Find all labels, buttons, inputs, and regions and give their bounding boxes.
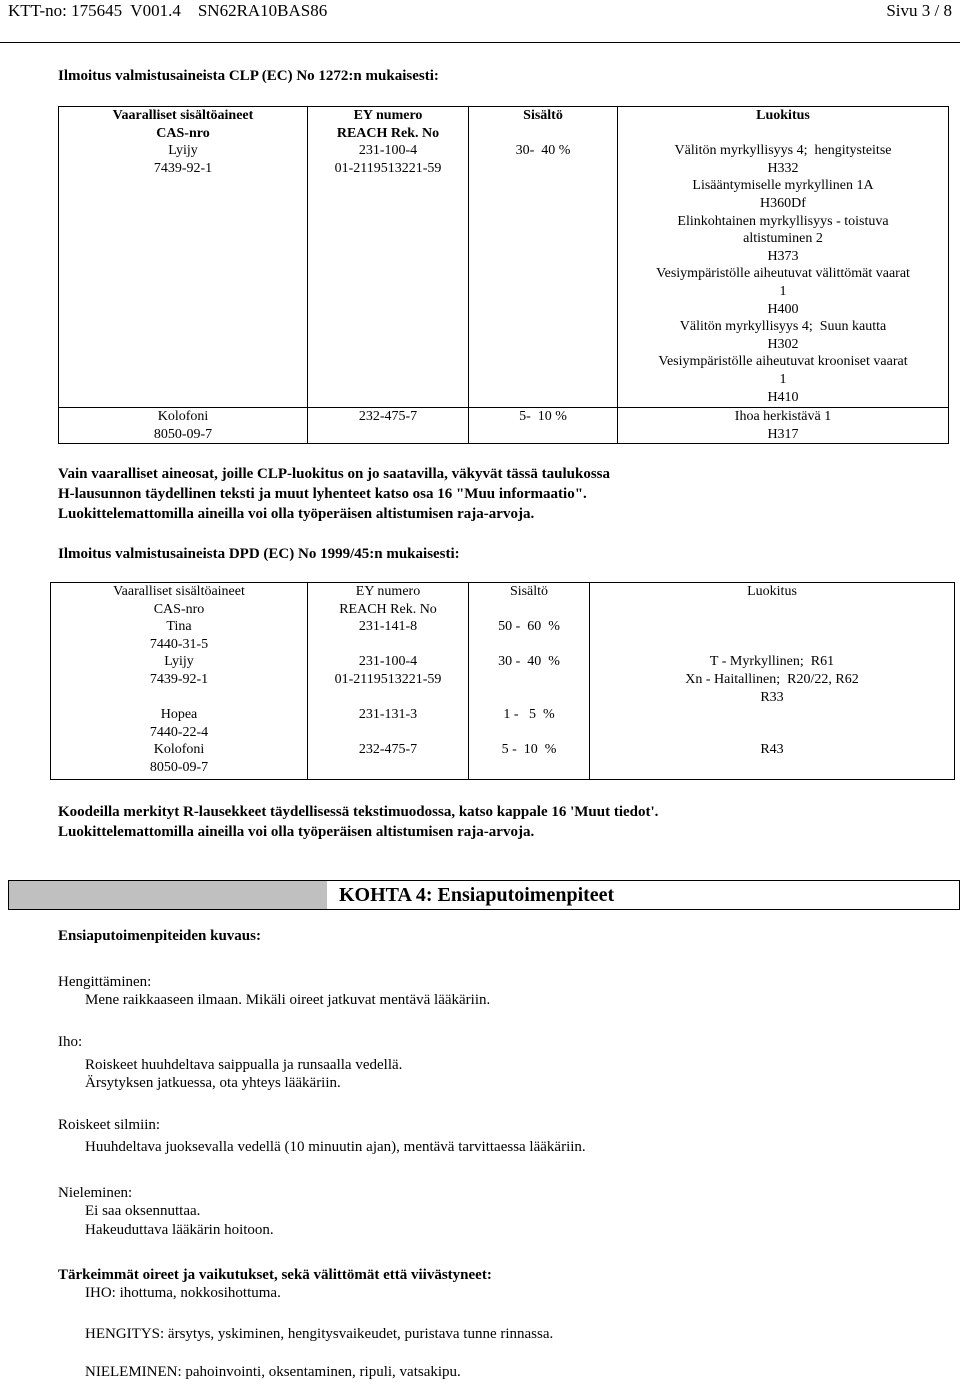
dpd-row2-class-1: T - Myrkyllinen; R61: [709, 654, 835, 670]
skin-text-2: Ärsytyksen jatkuessa, ota yhteys lääkäriin.: [85, 1075, 341, 1091]
clp-note-3: Luokittelemattomilla aineilla voi olla työperäisen altistumisen raja-arvoja.: [58, 506, 535, 522]
clp-table: [58, 106, 949, 444]
clp-row1-reach: 01-2119513221-59: [334, 160, 442, 176]
dpd-row4-name: Kolofoni: [153, 742, 205, 758]
dpd-header-ingredient: Vaaralliset sisältöaineet: [113, 584, 245, 599]
dpd-row1-content: 50 - 60 %: [498, 619, 560, 635]
clp-row2-class-2: H317: [767, 426, 799, 442]
page-number: Sivu 3 / 8: [886, 1, 952, 20]
dpd-row1-name: Tina: [166, 619, 192, 635]
clp-row2-cas: 8050-09-7: [153, 426, 213, 442]
document-id: KTT-no: 175645 V001.4 SN62RA10BAS86: [8, 1, 328, 20]
clp-header-class: Luokitus: [756, 108, 810, 123]
symptom-ingestion: NIELEMINEN: pahoinvointi, oksentaminen, ripuli, vatsakipu.: [85, 1364, 461, 1380]
page-header: [0, 0, 960, 22]
dpd-row4-ey: 232-475-7: [358, 742, 418, 758]
dpd-header-reach: REACH Rek. No: [339, 601, 437, 617]
eyes-label: Roiskeet silmiin:: [58, 1117, 161, 1133]
clp-row1-class-12: H302: [767, 336, 799, 352]
symptoms-label: Tärkeimmät oireet ja vaikutukset, sekä välittömät että viivästyneet:: [58, 1267, 492, 1283]
header-divider: [0, 42, 960, 43]
dpd-table: [50, 582, 955, 780]
clp-row2-ey: 232-475-7: [358, 409, 418, 424]
clp-row1-class-7: H373: [767, 248, 799, 264]
clp-header-ey: EY numero: [353, 108, 423, 123]
symptom-inhalation: HENGITYS: ärsytys, yskiminen, hengitysvaikeudet, puristava tunne rinnassa.: [85, 1326, 554, 1342]
dpd-header-ey: EY numero: [355, 584, 421, 599]
clp-row2-ingredient-cell: [59, 408, 308, 444]
clp-header-reach: REACH Rek. No: [336, 125, 440, 141]
dpd-row2-cas: 7439-92-1: [149, 671, 209, 687]
clp-row1-class-1: Välitön myrkyllisyys 4; hengitysteitse: [674, 143, 892, 159]
symptom-skin: IHO: ihottuma, nokkosihottuma.: [85, 1285, 281, 1301]
clp-ingredient-cell: [59, 107, 308, 408]
clp-row2-content-cell: [469, 408, 618, 444]
clp-row1-class-11: Välitön myrkyllisyys 4; Suun kautta: [679, 319, 887, 335]
clp-row2-name: Kolofoni: [157, 409, 209, 424]
clp-header-ingredient: Vaaralliset sisältöaineet: [112, 108, 254, 123]
clp-row2-content: 5- 10 %: [519, 409, 567, 424]
clp-note-2: H-lausunnon täydellinen teksti ja muut lyhenteet katso osa 16 "Muu informaatio".: [58, 486, 587, 502]
section4-shade: [9, 881, 327, 909]
dpd-row4-content: 5 - 10 %: [501, 742, 557, 758]
dpd-row1-cas: 7440-31-5: [149, 636, 209, 652]
clp-row2-class-1: Ihoa herkistävä 1: [734, 409, 832, 424]
clp-row1-name: Lyijy: [168, 143, 198, 159]
clp-header-content: Sisältö: [523, 108, 563, 123]
clp-class-cell: [618, 107, 949, 408]
clp-row1-class-9: 1: [779, 283, 787, 299]
clp-row1-cas: 7439-92-1: [153, 160, 213, 176]
skin-label: Iho:: [58, 1034, 83, 1050]
clp-row1-class-4: H360Df: [760, 195, 806, 211]
dpd-row3-name: Hopea: [160, 707, 198, 723]
clp-heading: Ilmoitus valmistusaineista CLP (EC) No 1272:n mukaisesti:: [58, 68, 439, 84]
dpd-note-2: Luokittelemattomilla aineilla voi olla työperäisen altistumisen raja-arvoja.: [58, 824, 535, 840]
dpd-row2-name: Lyijy: [164, 654, 194, 670]
clp-row2-ey-cell: [308, 408, 469, 444]
clp-content-cell: [469, 107, 618, 408]
dpd-ingredient-cell: [51, 583, 308, 780]
clp-row1-class-8: Vesiympäristölle aiheutuvat välittömät vaarat: [656, 266, 910, 282]
dpd-row2-reach: 01-2119513221-59: [334, 671, 442, 687]
dpd-row3-ey: 231-131-3: [358, 707, 418, 723]
clp-row1-class-6: altistuminen 2: [743, 231, 823, 247]
clp-ey-cell: [308, 107, 469, 408]
skin-text-1: Roiskeet huuhdeltava saippualla ja runsaalla vedellä.: [85, 1057, 403, 1073]
clp-row1-class-14: 1: [779, 371, 787, 387]
dpd-row3-content: 1 - 5 %: [503, 707, 555, 723]
dpd-row3-cas: 7440-22-4: [149, 724, 209, 740]
dpd-heading: Ilmoitus valmistusaineista DPD (EC) No 1999/45:n mukaisesti:: [58, 546, 460, 562]
dpd-row2-content: 30 - 40 %: [498, 654, 560, 670]
dpd-row1-ey: 231-141-8: [358, 619, 418, 635]
clp-note-1: Vain vaaralliset aineosat, joille CLP-luokitus on jo saatavilla, väkyvät tässä taulukossa: [58, 466, 611, 482]
first-aid-description-label: Ensiaputoimenpiteiden kuvaus:: [58, 928, 261, 944]
clp-row1-class-13: Vesiympäristölle aiheutuvat krooniset vaarat: [658, 354, 908, 370]
clp-header-cas: CAS-nro: [156, 125, 210, 141]
clp-row1-class-10: H400: [767, 301, 799, 317]
dpd-row4-class-1: R43: [760, 742, 784, 758]
inhalation-text-1: Mene raikkaaseen ilmaan. Mikäli oireet jatkuvat mentävä lääkäriin.: [85, 992, 491, 1008]
clp-row1-class-3: Lisääntymiselle myrkyllinen 1A: [692, 178, 874, 194]
section4-title: KOHTA 4: Ensiaputoimenpiteet: [339, 884, 615, 906]
clp-row1-class-5: Elinkohtainen myrkyllisyys - toistuva: [677, 213, 889, 229]
clp-row1-class-15: H410: [767, 389, 799, 405]
dpd-row2-class-3: R33: [760, 689, 784, 705]
inhalation-label: Hengittäminen:: [58, 974, 152, 990]
ingestion-text-1: Ei saa oksennuttaa.: [85, 1203, 201, 1219]
dpd-class-cell: [590, 583, 955, 780]
dpd-row2-class-2: Xn - Haitallinen; R20/22, R62: [685, 671, 859, 687]
ingestion-text-2: Hakeuduttava lääkärin hoitoon.: [85, 1222, 274, 1238]
section4-banner: [8, 880, 960, 910]
dpd-row2-ey: 231-100-4: [358, 654, 418, 670]
clp-row2-class-cell: [618, 408, 949, 444]
clp-row1-ey: 231-100-4: [358, 143, 418, 159]
dpd-header-content: Sisältö: [509, 584, 549, 599]
dpd-row4-cas: 8050-09-7: [149, 759, 209, 775]
dpd-ey-cell: [308, 583, 469, 780]
eyes-text-1: Huuhdeltava juoksevalla vedellä (10 minuutin ajan), mentävä tarvittaessa lääkäriin.: [85, 1139, 586, 1155]
ingestion-label: Nieleminen:: [58, 1185, 133, 1201]
clp-row1-class-2: H332: [767, 160, 799, 176]
dpd-header-cas: CAS-nro: [153, 601, 205, 617]
dpd-header-class: Luokitus: [747, 584, 797, 599]
clp-row1-content: 30- 40 %: [515, 143, 571, 159]
dpd-content-cell: [469, 583, 590, 780]
dpd-note-1: Koodeilla merkityt R-lausekkeet täydellisessä tekstimuodossa, katso kappale 16 'Muut tiedot'.: [58, 804, 659, 820]
